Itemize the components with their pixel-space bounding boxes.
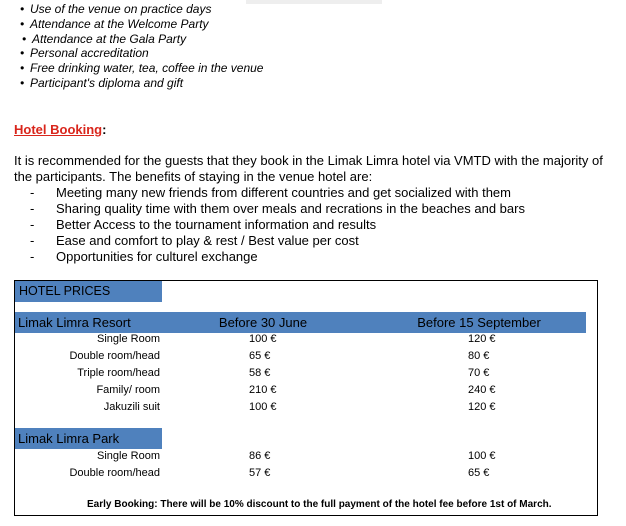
list-item: - Better Access to the tournament information and results xyxy=(30,217,377,232)
column-header-june: Before 30 June xyxy=(218,315,308,330)
list-item: • Attendance at the Gala Party xyxy=(22,31,187,46)
early-booking-note: Early Booking: There will be 10% discount to the full payment of the hotel fee before 1st of March. xyxy=(87,499,552,510)
list-item: - Opportunities for culturel exchange xyxy=(30,249,258,264)
list-item: - Meeting many new friends from different countries and get socialized with them xyxy=(30,185,511,200)
hotel-prices-header: HOTEL PRICES xyxy=(15,281,162,302)
list-item: • Attendance at the Welcome Party xyxy=(20,16,209,31)
hotel-name-resort: Limak Limra Resort xyxy=(18,315,131,330)
hotel-name-park: Limak Limra Park xyxy=(18,431,120,446)
list-item: • Participant's diploma and gift xyxy=(20,75,184,90)
table-row: Jakuzili suit 100 € 120 € xyxy=(103,401,496,413)
table-row: Family/ room 210 € 240 € xyxy=(96,384,496,396)
hotel-booking-intro: It is recommended for the guests that they book in the Limak Limra hotel via VMTD with the majority of the participants. The benefits of staying in the venue hotel are: xyxy=(14,153,603,184)
top-gray-bar xyxy=(246,0,382,4)
table-row: Double room/head 65 € 80 € xyxy=(69,350,490,362)
list-item: • Free drinking water, tea, coffee in the venue xyxy=(20,61,264,76)
hotel-booking-heading: Hotel Booking: xyxy=(14,122,107,137)
column-header-september: Before 15 September xyxy=(417,315,541,330)
included-items-list xyxy=(20,2,263,91)
list-item: - Sharing quality time with them over meals and recrations in the beaches and bars xyxy=(30,201,525,216)
benefits-list xyxy=(30,185,525,265)
table-row: Single Room 86 € 100 € xyxy=(97,450,496,462)
hotel-prices-table xyxy=(14,280,598,516)
list-item: • Use of the venue on practice days xyxy=(20,2,212,16)
table-row: Single Room 100 € 120 € xyxy=(97,333,496,345)
list-item: • Personal accreditation xyxy=(20,46,149,61)
list-item: - Ease and comfort to play & rest / Best value per cost xyxy=(30,233,359,248)
table-row: Triple room/head 58 € 70 € xyxy=(77,367,490,379)
table-row: Double room/head 57 € 65 € xyxy=(69,467,490,479)
